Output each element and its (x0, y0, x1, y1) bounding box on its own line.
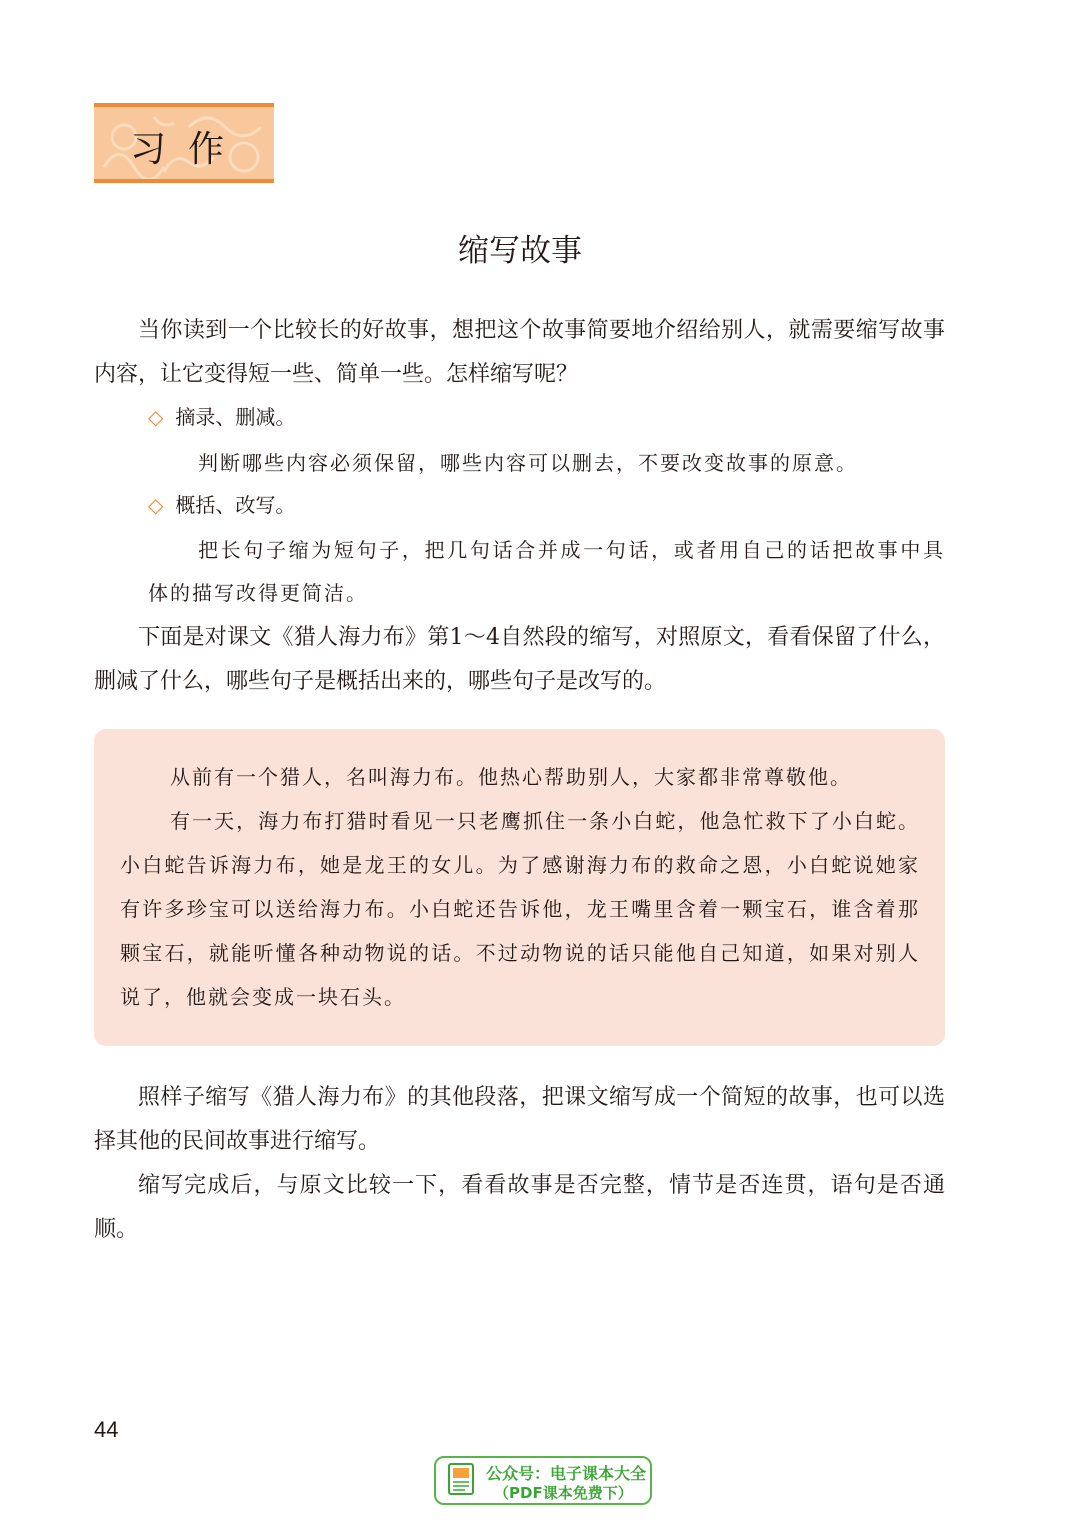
example-paragraph: 从前有一个猎人，名叫海力布。他热心帮助别人，大家都非常尊敬他。 (170, 765, 852, 789)
badge-line-1: 公众号：电子课本大全 (486, 1464, 647, 1483)
section-tag-label: 习作 (130, 129, 247, 170)
example-paragraph: 有一天，海力布打猎时看见一只老鹰抓住一条小白蛇，他急忙救下了小白蛇。小白蛇告诉海力布，她是龙王的女儿。为了感谢海力布的救命之恩，小白蛇说她家有许多珍宝可以送给海力布。小白蛇还告诉他，龙王嘴里含着一颗宝石，谁含着那颗宝石，就能听懂各种动物说的话。不过动物说的话只能他自己知道，如果对别人说了，他就会变成一块石头。 (120, 809, 920, 1009)
example-intro-paragraph: 下面是对课文《猎人海力布》第1～4自然段的缩写，对照原文，看看保留了什么，删减了什么，哪些句子是概括出来的，哪些句子是改写的。 (94, 625, 945, 694)
book-icon (448, 1463, 474, 1499)
page-title: 缩写故事 (458, 233, 582, 269)
method-item (148, 397, 295, 437)
method-detail: 判断哪些内容必须保留，哪些内容可以删去，不要改变故事的原意。 (198, 451, 858, 475)
method-item (148, 485, 295, 525)
method-detail: 把长句子缩为短句子，把几句话合并成一句话，或者用自己的话把故事中具体的描写改得更简洁。 (148, 538, 945, 605)
intro-paragraph: 当你读到一个比较长的好故事，想把这个故事简要地介绍给别人，就需要缩写故事内容，让它变得短一些、简单一些。怎样缩写呢？ (94, 318, 945, 387)
section-tag (94, 103, 274, 183)
badge-line-2: （PDF课本免费下） (494, 1484, 633, 1502)
check-paragraph: 缩写完成后，与原文比较一下，看看故事是否完整，情节是否连贯，语句是否通顺。 (94, 1173, 945, 1242)
watermark-badge (434, 1456, 652, 1505)
diamond-bullet-icon: ◇ (148, 493, 164, 517)
method-label: 摘录、删减。 (175, 405, 296, 429)
page-number: 44 (94, 1417, 119, 1442)
method-label: 概括、改写。 (175, 493, 296, 517)
diamond-bullet-icon: ◇ (148, 405, 164, 429)
task-paragraph: 照样子缩写《猎人海力布》的其他段落，把课文缩写成一个简短的故事，也可以选择其他的民间故事进行缩写。 (94, 1085, 945, 1154)
